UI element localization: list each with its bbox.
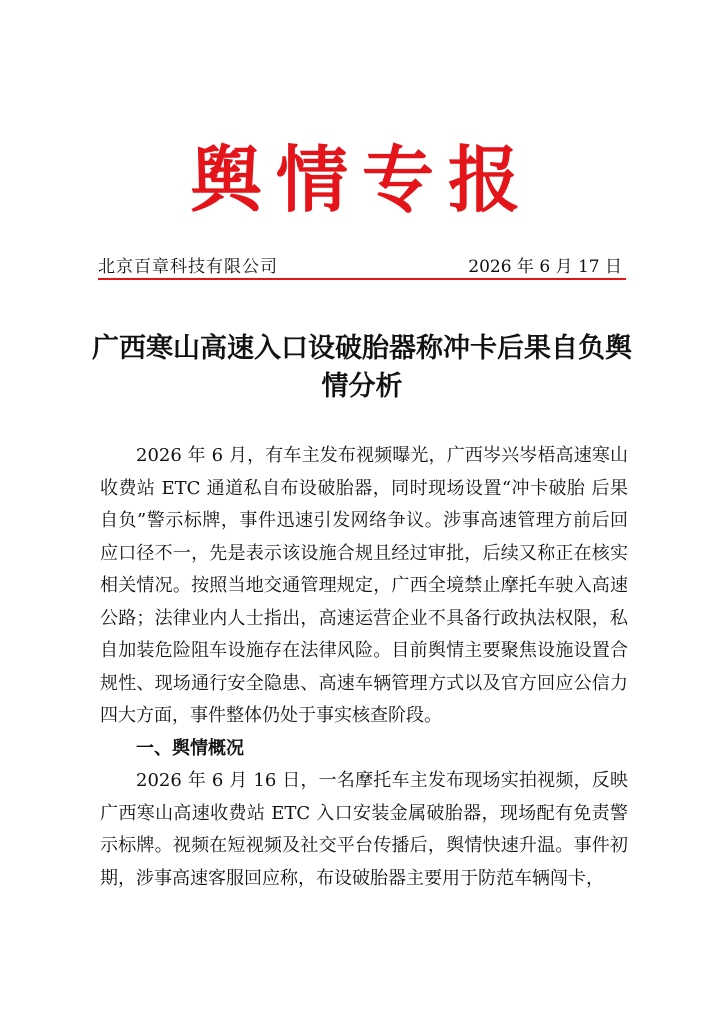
organization-name: 北京百章科技有限公司: [98, 257, 278, 277]
summary-paragraph: 2026 年 6 月，有车主发布视频曝光，广西岑兴岑梧高速寒山收费站 ETC 通道私自布设破胎器，同时现场设置“冲卡破胎 后果自负”警示标牌，事件迅速引发网络争议。涉事高速管理方前后回应口径不一，先是表示该设施合规且经过审批，后续又称正在核实相关情况。按照当地交通管理规定，广西全境禁止摩托车驶入高速公路；法律业内人士指出，高速运营企业不具备行政执法权限，私自加装危险阻车设施存在法律风险。目前舆情主要聚焦设施设置合规性、现场通行安全隐患、高速车辆管理方式以及官方回应公信力四大方面，事件整体仍处于事实核查阶段。: [100, 445, 628, 726]
report-body: [100, 440, 628, 895]
document-header: [98, 254, 626, 280]
section-heading-overview: 一、舆情概况: [136, 737, 244, 759]
overview-paragraph: 2026 年 6 月 16 日，一名摩托车主发布现场实拍视频，反映广西寒山高速收费站 ETC 入口安装金属破胎器，现场配有免责警示标牌。视频在短视频及社交平台传播后，舆情快速升温。事件初期，涉事高速客服回应称，布设破胎器主要用于防范车辆闯卡，: [100, 770, 628, 889]
report-title: 广西寒山高速入口设破胎器称冲卡后果自负舆情分析: [92, 333, 632, 402]
report-date: 2026 年 6 月 17 日: [468, 257, 622, 277]
masthead-title: 舆情专报: [189, 137, 534, 222]
header-red-rule: [98, 278, 626, 280]
